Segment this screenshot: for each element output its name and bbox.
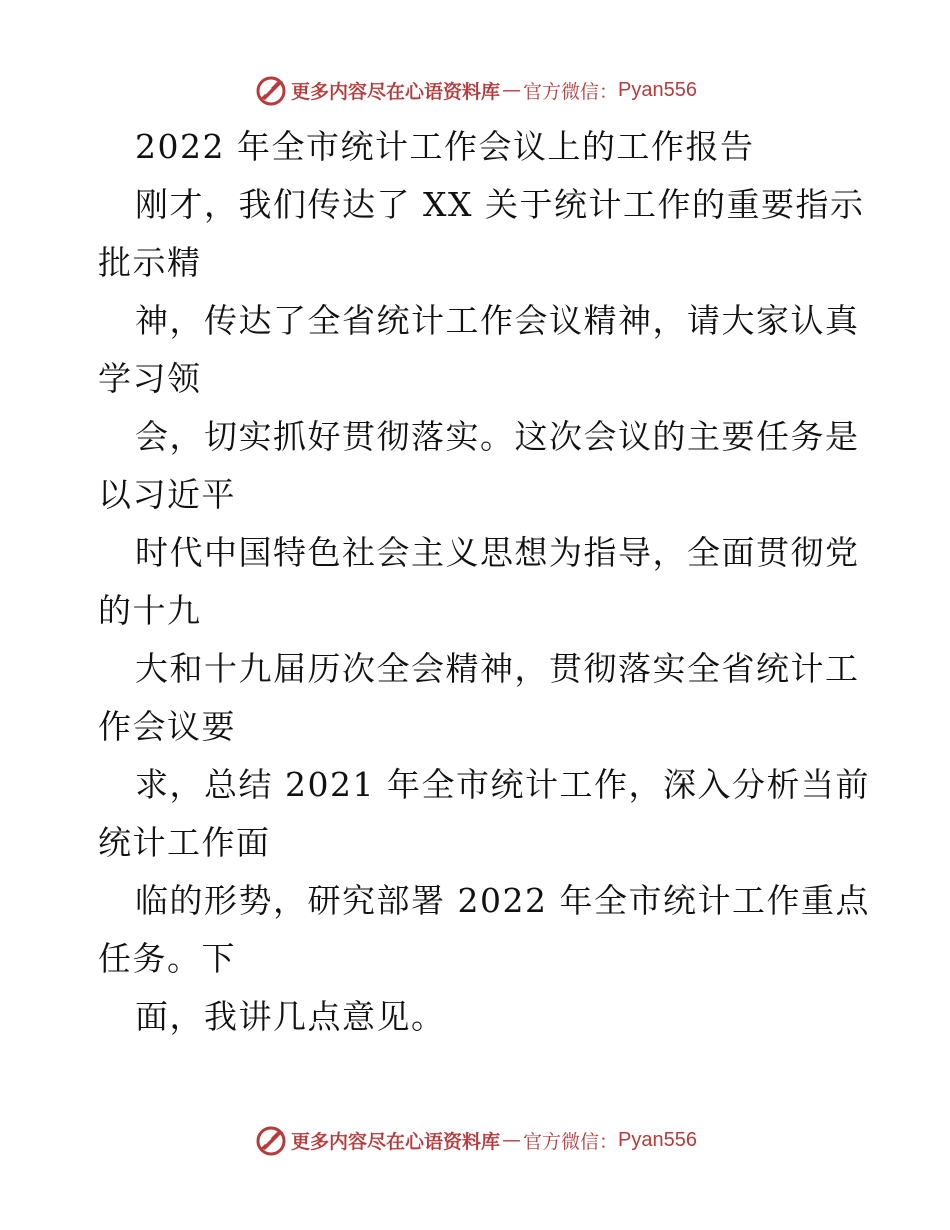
banner-wechat-label: 官方微信：: [523, 1130, 619, 1153]
header-banner: [0, 70, 950, 110]
paragraph-line: 求，总结 2021 年全市统计工作，深入分析当前: [135, 765, 870, 804]
paragraph-line: 神，传达了全省统计工作会议精神，请大家认真: [135, 301, 860, 340]
banner-wechat-id: Pyan556: [618, 1128, 697, 1151]
paragraph-line: 面，我讲几点意见。: [135, 997, 446, 1036]
paragraph-line: 时代中国特色社会主义思想为指导，全面贯彻党: [135, 533, 860, 572]
paragraph-line: 统计工作面: [98, 823, 271, 862]
quill-pen-logo-icon: [253, 1122, 289, 1158]
quill-pen-logo-icon: [253, 72, 289, 108]
banner-promo-text: 更多内容尽在心语资料库: [291, 1130, 501, 1153]
paragraph-line: 会，切实抓好贯彻落实。这次会议的主要任务是: [135, 417, 860, 456]
banner-promo-text: 更多内容尽在心语资料库: [291, 80, 501, 103]
paragraph-line: 作会议要: [98, 707, 236, 746]
paragraph-line: 以习近平: [98, 475, 236, 514]
document-title: 2022 年全市统计工作会议上的工作报告: [135, 127, 755, 166]
banner-dash: —: [502, 79, 522, 101]
banner-dash: —: [502, 1129, 522, 1151]
paragraph-line: 大和十九届历次全会精神，贯彻落实全省统计工: [135, 649, 860, 688]
document-body: [98, 118, 870, 1046]
paragraph-line: 临的形势，研究部署 2022 年全市统计工作重点: [135, 881, 870, 920]
banner-wechat-label: 官方微信：: [523, 80, 619, 103]
paragraph-line: 批示精: [98, 243, 202, 282]
paragraph-line: 刚才，我们传达了 XX 关于统计工作的重要指示: [135, 185, 865, 224]
footer-banner: [0, 1120, 950, 1160]
paragraph-line: 学习领: [98, 359, 202, 398]
paragraph-line: 的十九: [98, 591, 202, 630]
paragraph-line: 任务。下: [98, 939, 236, 978]
banner-wechat-id: Pyan556: [618, 78, 697, 101]
